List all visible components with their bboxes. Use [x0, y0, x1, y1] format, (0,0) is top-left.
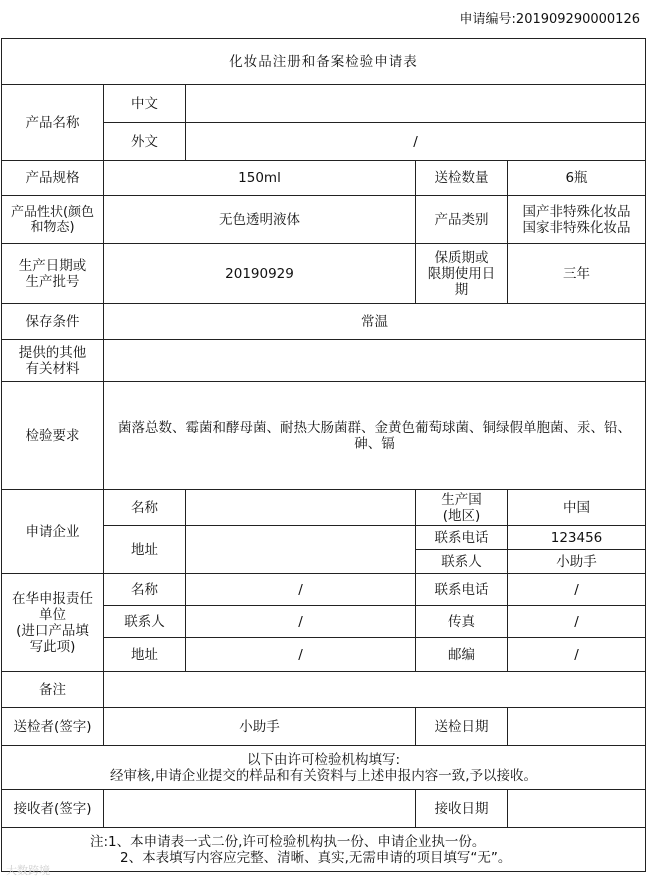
category-label: 产品类别 [416, 196, 508, 244]
agent-name-field[interactable]: / [186, 574, 416, 606]
inspection-label: 检验要求 [2, 382, 104, 490]
receiver-signature-field[interactable] [104, 790, 416, 828]
inspection-field[interactable]: 菌落总数、霉菌和酵母菌、耐热大肠菌群、金黄色葡萄球菌、铜绿假单胞菌、汞、铅、砷、镉 [104, 382, 646, 490]
application-number-label: 申请编号: [459, 12, 516, 27]
chinese-name-field[interactable] [186, 85, 646, 123]
applicant-phone-label: 联系电话 [416, 526, 508, 550]
country-field[interactable]: 中国 [508, 490, 646, 526]
agent-postcode-label: 邮编 [416, 638, 508, 672]
applicant-phone-field[interactable]: 123456 [508, 526, 646, 550]
china-agent-label-line-1: 在华申报责任 [12, 590, 93, 607]
country-label-line-1: 生产国 [441, 491, 482, 508]
category-line-2: 国家非特殊化妆品 [522, 219, 631, 236]
shelf-life-label-line-1: 保质期或 [434, 249, 489, 266]
applicant-label: 申请企业 [2, 490, 104, 574]
applicant-address-label: 地址 [104, 526, 186, 574]
form-title: 化妆品注册和备案检验申请表 [2, 39, 646, 85]
watermark-logo [6, 862, 50, 878]
applicant-name-field[interactable] [186, 490, 416, 526]
materials-label-line-2: 有关材料 [25, 360, 80, 377]
production-label-line-1: 生产日期或 [18, 257, 87, 274]
agent-address-label: 地址 [104, 638, 186, 672]
application-number-value: 201909290000126 [515, 12, 640, 27]
agent-phone-field[interactable]: / [508, 574, 646, 606]
applicant-contact-label: 联系人 [416, 550, 508, 574]
china-agent-label-line-4: 写此项) [29, 638, 76, 655]
submitter-signature-field[interactable]: 小助手 [104, 708, 416, 746]
applicant-address-field[interactable] [186, 526, 416, 574]
agent-address-field[interactable]: / [186, 638, 416, 672]
agent-fax-label: 传真 [416, 606, 508, 638]
property-label: 产品性状(颜色和物态) [2, 196, 104, 244]
sample-quantity-field[interactable]: 6瓶 [508, 161, 646, 196]
china-agent-label-line-2: 单位 [39, 606, 66, 623]
watermark-text: 大数跨境 [6, 864, 50, 877]
shelf-life-label [416, 244, 508, 304]
application-number [460, 8, 640, 27]
china-agent-label [2, 574, 104, 672]
submit-date-label: 送检日期 [416, 708, 508, 746]
materials-label [2, 340, 104, 382]
submit-date-field[interactable] [508, 708, 646, 746]
agent-phone-label: 联系电话 [416, 574, 508, 606]
materials-field[interactable] [104, 340, 646, 382]
sample-quantity-label: 送检数量 [416, 161, 508, 196]
materials-label-line-1: 提供的其他 [18, 344, 87, 361]
production-field[interactable]: 20190929 [104, 244, 416, 304]
property-field[interactable]: 无色透明液体 [104, 196, 416, 244]
foreign-name-field[interactable]: / [186, 123, 646, 161]
production-label-line-2: 生产批号 [25, 273, 80, 290]
receiver-label: 接收者(签字) [2, 790, 104, 828]
applicant-name-label: 名称 [104, 490, 186, 526]
category-line-1: 国产非特殊化妆品 [522, 203, 631, 220]
agent-name-label: 名称 [104, 574, 186, 606]
agency-review-statement: 经审核,申请企业提交的样品和有关资料与上述申报内容一致,予以接收。 [109, 767, 538, 784]
agency-instruction: 以下由许可检验机构填写: [246, 751, 401, 768]
agent-postcode-field[interactable]: / [508, 638, 646, 672]
country-label [416, 490, 508, 526]
storage-label: 保存条件 [2, 304, 104, 340]
product-name-label: 产品名称 [2, 85, 104, 161]
country-label-line-2: (地区) [442, 507, 481, 524]
shelf-life-label-line-2: 限期使用日 [427, 265, 496, 282]
foreign-name-label: 外文 [104, 123, 186, 161]
shelf-life-label-line-3: 期 [454, 281, 469, 298]
remarks-field[interactable] [104, 672, 646, 708]
agent-contact-label: 联系人 [104, 606, 186, 638]
storage-field[interactable]: 常温 [104, 304, 646, 340]
agent-fax-field[interactable]: / [508, 606, 646, 638]
agent-contact-field[interactable]: / [186, 606, 416, 638]
agency-section [2, 746, 646, 790]
remarks-label: 备注 [2, 672, 104, 708]
note-line-1: 注:1、本申请表一式二份,许可检验机构执一份、申请企业执一份。 [90, 833, 486, 850]
china-agent-label-line-3: (进口产品填 [16, 622, 89, 639]
receive-date-label: 接收日期 [416, 790, 508, 828]
submitter-label: 送检者(签字) [2, 708, 104, 746]
application-form-table [1, 38, 646, 872]
applicant-contact-field[interactable]: 小助手 [508, 550, 646, 574]
note-line-2: 2、本表填写内容应完整、清晰、真实,无需申请的项目填写“无”。 [120, 849, 512, 866]
spec-label: 产品规格 [2, 161, 104, 196]
notes-section [2, 828, 646, 872]
spec-field[interactable]: 150ml [104, 161, 416, 196]
production-label [2, 244, 104, 304]
category-field[interactable] [508, 196, 646, 244]
shelf-life-field[interactable]: 三年 [508, 244, 646, 304]
receive-date-field[interactable] [508, 790, 646, 828]
chinese-name-label: 中文 [104, 85, 186, 123]
